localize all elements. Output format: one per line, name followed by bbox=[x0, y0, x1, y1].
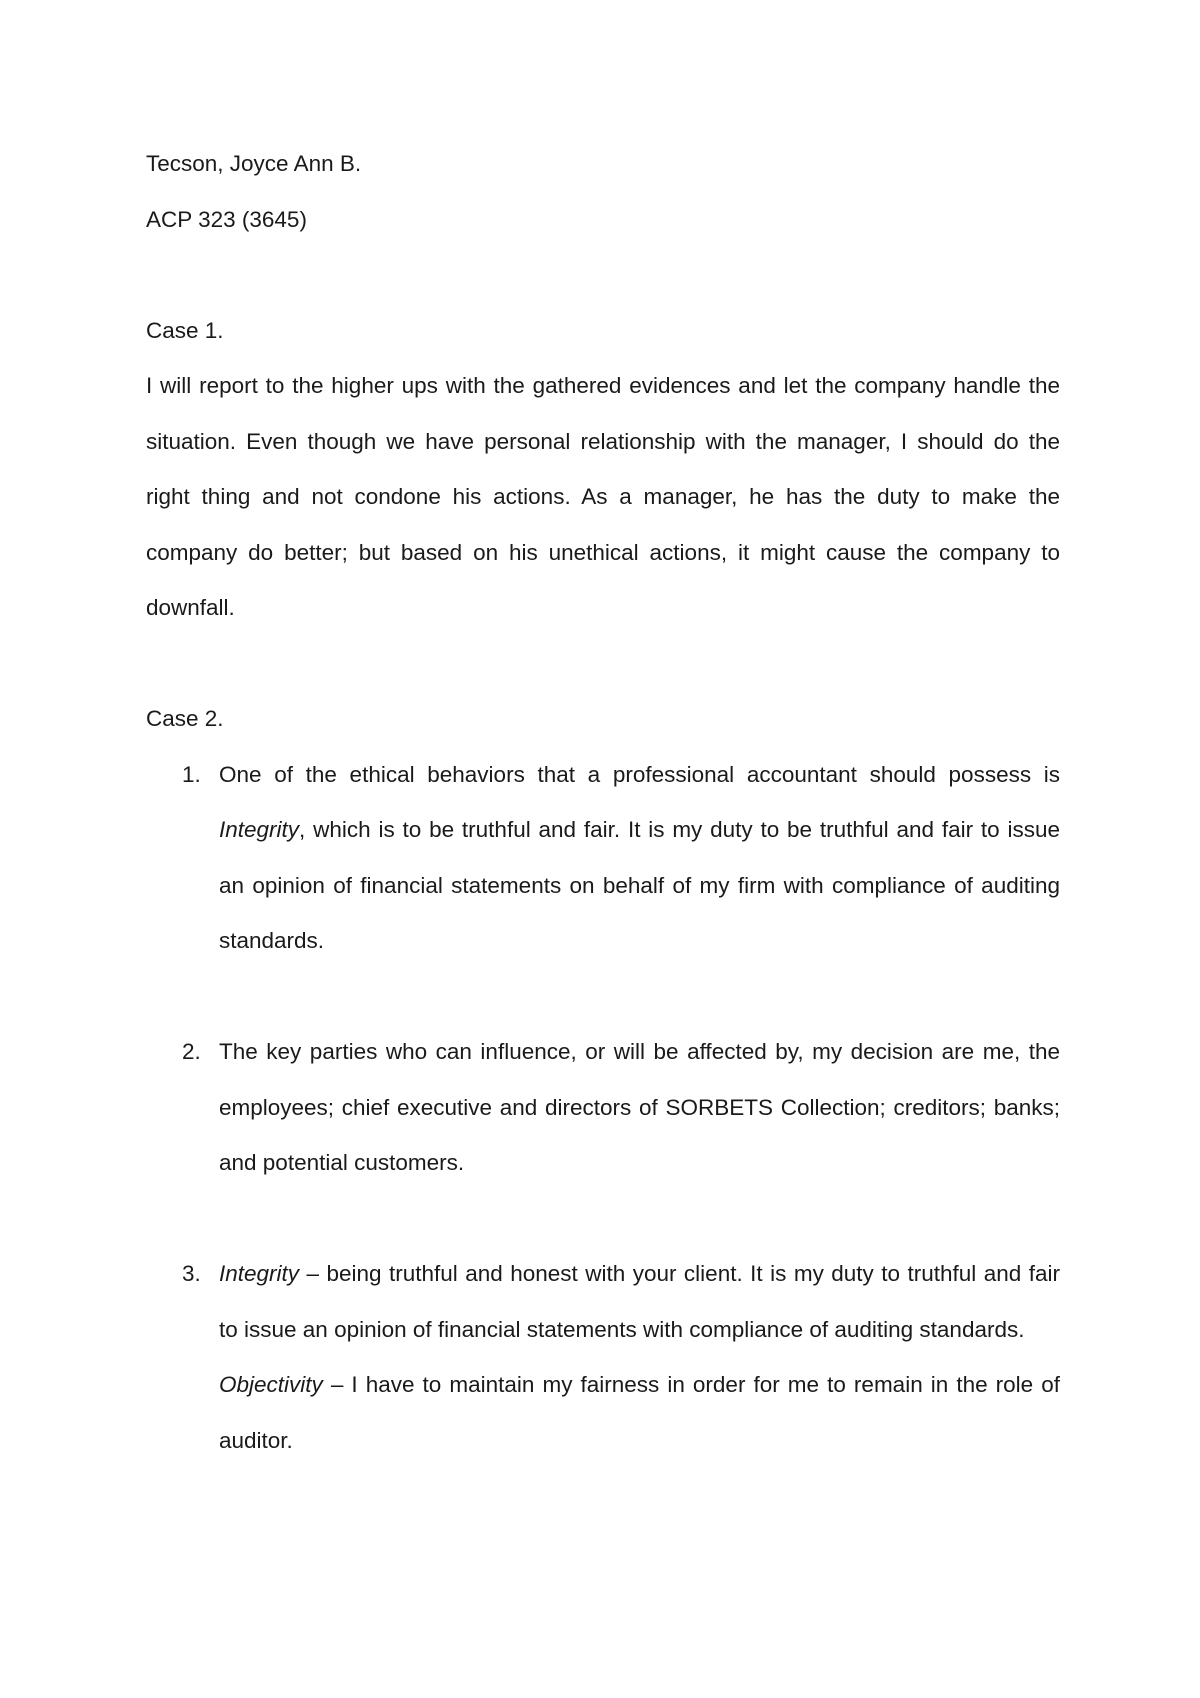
case-2-answer-list bbox=[146, 747, 1060, 1469]
student-name: Tecson, Joyce Ann B. bbox=[146, 151, 362, 176]
item-term: Integrity bbox=[219, 1261, 300, 1286]
item-rest-2: – I have to maintain my fairness in order for me to remain in the role of auditor. bbox=[219, 1372, 1060, 1453]
item-lead: One of the ethical behaviors that a professional accountant should possess is bbox=[219, 761, 1060, 787]
case-2-title: Case 2. bbox=[146, 706, 224, 731]
item-term: Integrity bbox=[219, 817, 300, 842]
list-item bbox=[146, 747, 1060, 969]
spacer bbox=[146, 1191, 1060, 1247]
case-1-paragraph: I will report to the higher ups with the gathered evidences and let the company handle the situation. Even though we have personal relationship with the manager, I should do the right thing and not condone his actions. As a manager, he has the duty to make the company do better; but based on his unethical actions, it might cause the company to downfall. bbox=[146, 373, 1060, 620]
spacer bbox=[146, 636, 1060, 692]
course-code: ACP 323 (3645) bbox=[146, 206, 307, 232]
list-item-number: 3. bbox=[182, 1261, 201, 1286]
item-rest: , which is to be truthful and fair. It is my duty to be truthful and fair to issue an opinion of financial statements on behalf of my firm with compliance of auditing standards. bbox=[219, 817, 1060, 953]
document-body bbox=[146, 136, 1060, 1468]
list-item-text bbox=[219, 1246, 1060, 1357]
list-item-text bbox=[219, 1357, 1060, 1468]
spacer bbox=[146, 969, 1060, 1025]
list-item bbox=[146, 1246, 1060, 1468]
list-item-number: 1. bbox=[182, 761, 201, 787]
item-term-2: Objectivity bbox=[219, 1372, 323, 1397]
spacer bbox=[146, 247, 1060, 303]
case-1-title: Case 1. bbox=[146, 317, 224, 343]
list-item-text: The key parties who can influence, or will be affected by, my decision are me, the employees; chief executive and directors of SORBETS Collection; creditors; banks; and potential customers. bbox=[219, 1039, 1060, 1175]
list-item-number: 2. bbox=[182, 1039, 201, 1064]
list-item-text bbox=[219, 747, 1060, 969]
item-rest: – being truthful and honest with your client. It is my duty to truthful and fair to issue an opinion of financial statements with compliance of auditing standards. bbox=[219, 1261, 1060, 1342]
list-item bbox=[146, 1024, 1060, 1191]
